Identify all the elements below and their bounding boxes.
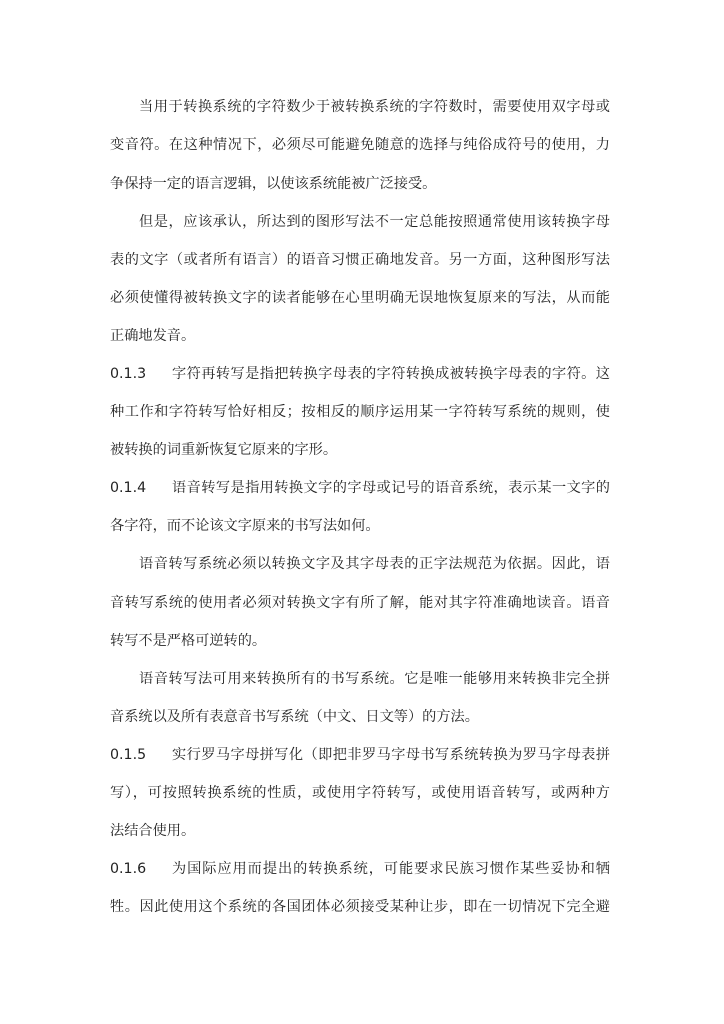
clause-line-1: 实行罗马字母拼写化（即把非罗马字母书写系统转换为罗马字母表拼 (172, 747, 610, 763)
clause-0-1-5 (110, 744, 610, 766)
p2-line-2: 表的文字（或者所有语言）的语音习惯正确地发音。另一方面，这种图形写法 (110, 252, 610, 268)
p1-line-2: 变音符。在这种情况下，必须尽可能避免随意的选择与纯俗成符号的使用，力 (110, 137, 610, 153)
c013-line-3: 被转换的词重新恢复它原来的字形。 (110, 442, 338, 458)
p3-line-3: 转写不是严格可逆转的。 (110, 633, 267, 649)
c013-line-2: 种工作和字符转写恰好相反；按相反的顺序运用某一字符转写系统的规则，使 (110, 404, 610, 420)
clause-0-1-3 (110, 363, 610, 385)
c015-line-3: 法结合使用。 (110, 823, 196, 839)
p4-line-1: 语音转写法可用来转换所有的书写系统。它是唯一能够用来转换非完全拼 (139, 671, 610, 687)
c015-line-2: 写），可按照转换系统的性质，或使用字符转写，或使用语音转写，或两种方 (110, 785, 610, 801)
clause-number: 0.1.4 (110, 480, 147, 496)
clause-line-1: 为国际应用而提出的转换系统，可能要求民族习惯作某些妥协和牺 (172, 861, 610, 877)
p1-line-1: 当用于转换系统的字符数少于被转换系统的字符数时，需要使用双字母或 (139, 99, 610, 115)
clause-0-1-4 (110, 477, 610, 499)
clause-number: 0.1.3 (110, 366, 147, 382)
p2-line-4: 正确地发音。 (110, 328, 196, 344)
p2-line-1: 但是，应该承认，所达到的图形写法不一定总能按照通常使用该转换字母 (139, 214, 610, 230)
c014-line-2: 各字符，而不论该文字原来的书写法如何。 (110, 518, 380, 534)
p2-line-3: 必须使懂得被转换文字的读者能够在心里明确无误地恢复原来的写法，从而能 (110, 290, 610, 306)
clause-line-1: 字符再转写是指把转换字母表的字符转换成被转换字母表的字符。这 (172, 366, 610, 382)
clause-0-1-6 (110, 858, 610, 880)
p4-line-2: 音系统以及所有表意音书写系统（中文、日文等）的方法。 (110, 709, 479, 725)
c016-line-2: 牲。因此使用这个系统的各国团体必须接受某种让步，即在一切情况下完全避 (110, 899, 610, 915)
p3-line-2: 音转写系统的使用者必须对转换文字有所了解，能对其字符准确地读音。语音 (110, 595, 610, 611)
clause-number: 0.1.6 (110, 861, 147, 877)
clause-line-1: 语音转写是指用转换文字的字母或记号的语音系统，表示某一文字的 (172, 480, 610, 496)
clause-number: 0.1.5 (110, 747, 147, 763)
p1-line-3: 争保持一定的语言逻辑，以使该系统能被广泛接受。 (110, 176, 437, 192)
p3-line-1: 语音转写系统必须以转换文字及其字母表的正字法规范为依据。因此，语 (139, 556, 610, 572)
